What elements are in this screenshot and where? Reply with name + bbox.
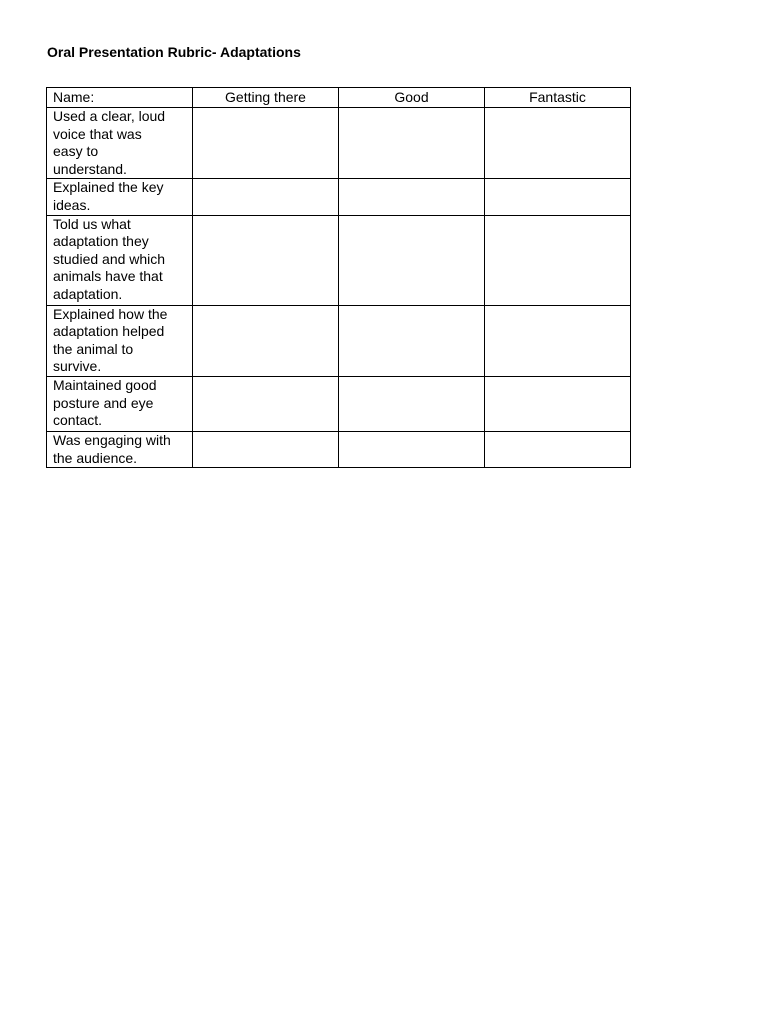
score-cell[interactable] [339, 179, 485, 215]
score-cell[interactable] [339, 305, 485, 376]
level-header-good: Good [339, 88, 485, 108]
score-cell[interactable] [193, 305, 339, 376]
score-cell[interactable] [339, 215, 485, 305]
criterion-cell: Used a clear, loud voice that was easy to understand. [47, 108, 193, 179]
name-label: Name: [47, 88, 193, 108]
score-cell[interactable] [193, 179, 339, 215]
score-cell[interactable] [485, 376, 631, 431]
score-cell[interactable] [193, 376, 339, 431]
table-row [47, 108, 631, 179]
table-row [47, 376, 631, 431]
score-cell[interactable] [339, 108, 485, 179]
score-cell[interactable] [485, 215, 631, 305]
criterion-cell: Was engaging with the audience. [47, 431, 193, 467]
score-cell[interactable] [485, 108, 631, 179]
score-cell[interactable] [485, 305, 631, 376]
table-row [47, 179, 631, 215]
score-cell[interactable] [339, 376, 485, 431]
table-row [47, 431, 631, 467]
score-cell[interactable] [485, 179, 631, 215]
criterion-cell: Told us what adaptation they studied and which animals have that adaptation. [47, 215, 193, 305]
level-header-getting-there: Getting there [193, 88, 339, 108]
page-title: Oral Presentation Rubric- Adaptations [47, 44, 301, 60]
score-cell[interactable] [193, 108, 339, 179]
criterion-cell: Maintained good posture and eye contact. [47, 376, 193, 431]
criterion-cell: Explained how the adaptation helped the animal to survive. [47, 305, 193, 376]
level-header-fantastic: Fantastic [485, 88, 631, 108]
table-header-row [47, 88, 631, 108]
table-row [47, 305, 631, 376]
score-cell[interactable] [193, 215, 339, 305]
table-row [47, 215, 631, 305]
criterion-cell: Explained the key ideas. [47, 179, 193, 215]
score-cell[interactable] [193, 431, 339, 467]
score-cell[interactable] [339, 431, 485, 467]
score-cell[interactable] [485, 431, 631, 467]
rubric-table [46, 87, 631, 468]
